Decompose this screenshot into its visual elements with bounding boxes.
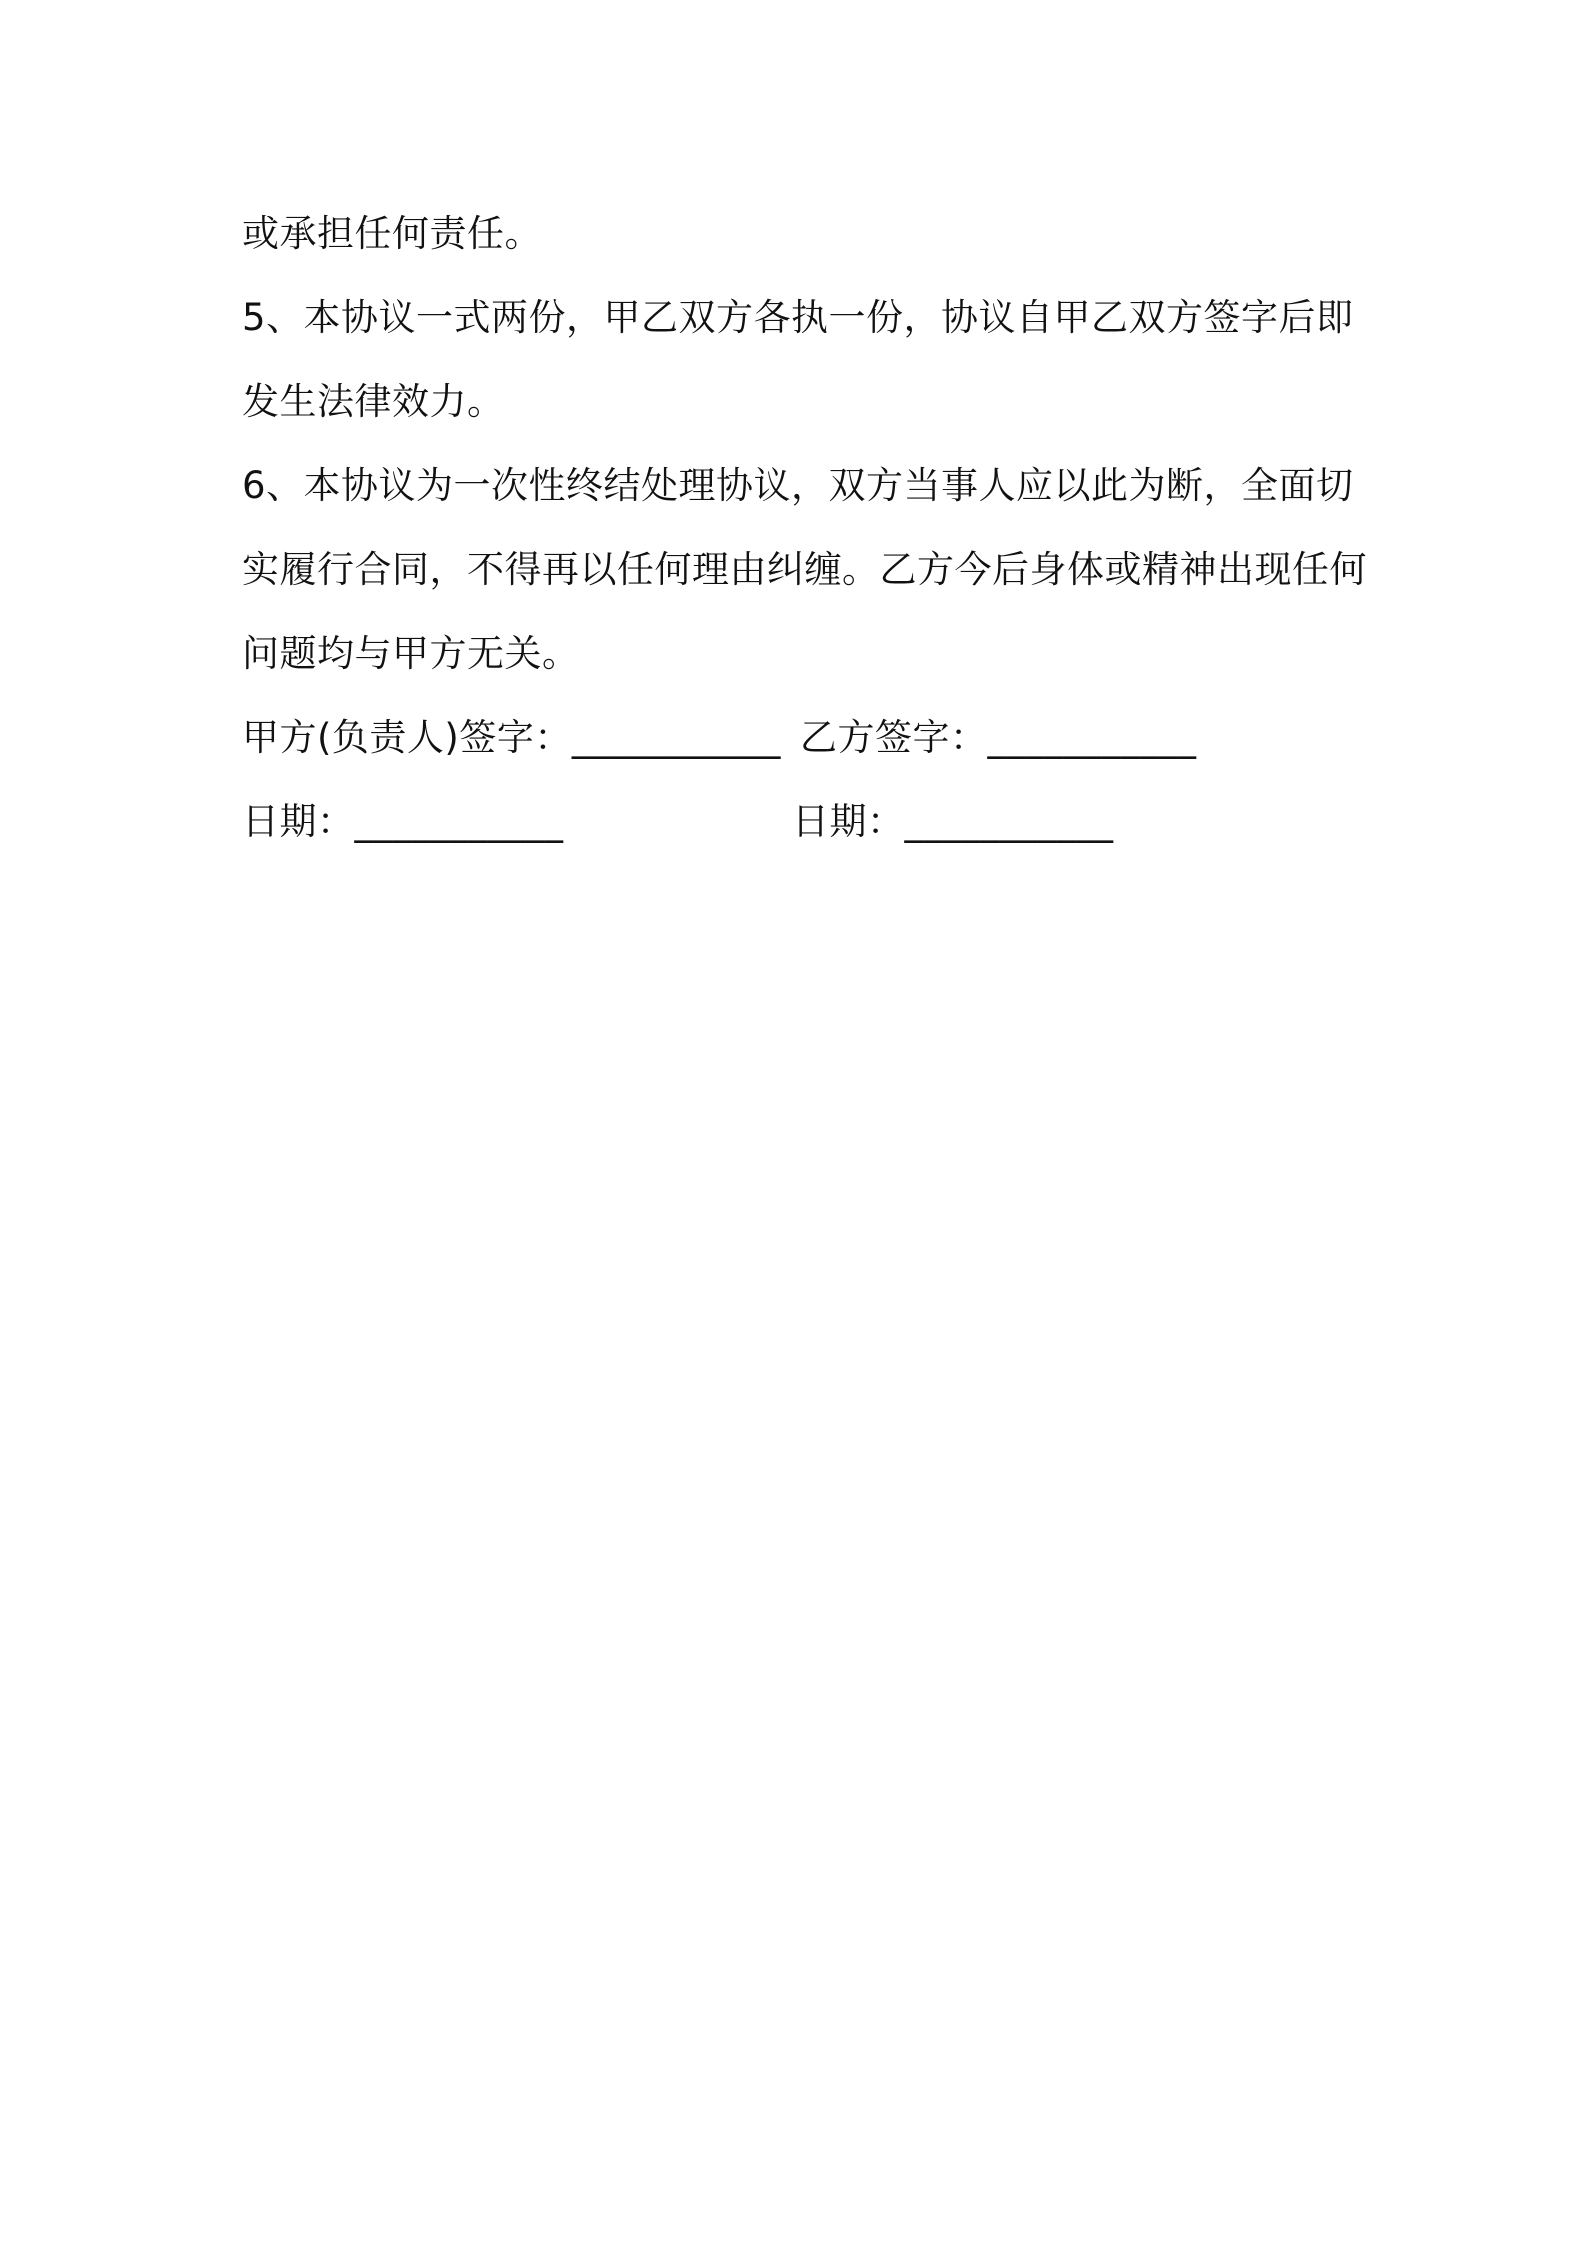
clause-6-line-1: 6、本协议为一次性终结处理协议，双方当事人应以此为断，全面切 <box>242 464 1354 507</box>
clause-5-line-1: 5、本协议一式两份，甲乙双方各执一份，协议自甲乙双方签字后即 <box>242 296 1354 339</box>
party-a-signature-field: 甲方(负责人)签字：___________ <box>242 716 781 759</box>
clause-5-line-2: 发生法律效力。 <box>242 380 505 423</box>
clause-4-continuation: 或承担任何责任。 <box>242 212 542 255</box>
document-body <box>242 192 1367 864</box>
date-row <box>242 780 1362 864</box>
party-b-signature-field: 乙方签字：___________ <box>800 716 1197 759</box>
party-a-date-field: 日期：___________ <box>242 800 564 843</box>
party-b-date-field: 日期：___________ <box>792 800 1114 843</box>
clause-6-line-2: 实履行合同，不得再以任何理由纠缠。乙方今后身体或精神出现任何 <box>242 548 1367 591</box>
clause-6-line-3: 问题均与甲方无关。 <box>242 632 580 675</box>
signature-row <box>242 696 1362 780</box>
